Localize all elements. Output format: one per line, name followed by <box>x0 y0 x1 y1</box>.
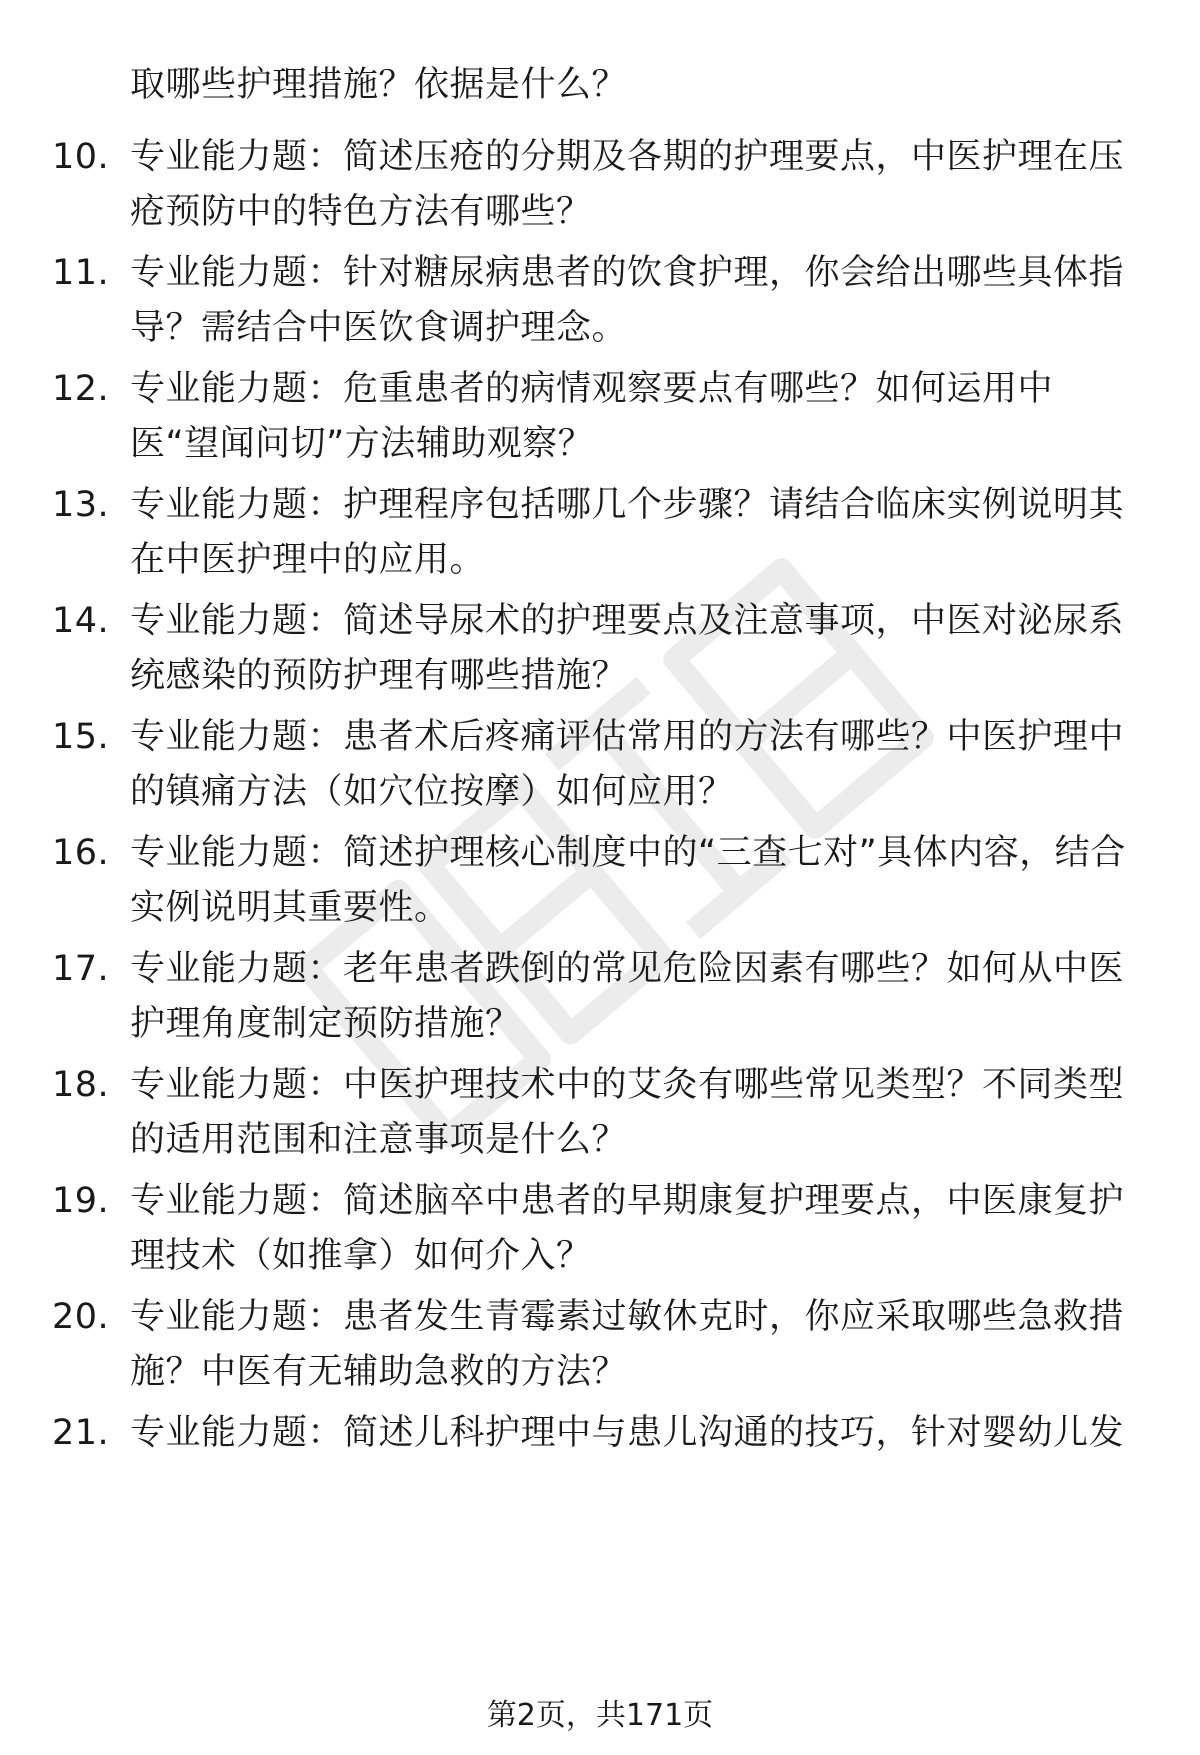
item-number: 18. <box>52 1065 110 1105</box>
item-number: 14. <box>52 601 110 641</box>
item-number: 20. <box>52 1297 110 1337</box>
page-footer: 第2页，共171页 <box>486 1698 714 1733</box>
item-text: 专业能力题：简述压疮的分期及各期的护理要点，中医护理在压疮预防中的特色方法有哪些？ <box>130 137 1125 232</box>
item-number: 12. <box>52 369 110 409</box>
item-number: 21. <box>52 1413 110 1453</box>
item-text: 专业能力题：简述护理核心制度中的“三查七对”具体内容，结合实例说明其重要性。 <box>130 833 1126 928</box>
item-text: 专业能力题：危重患者的病情观察要点有哪些？如何运用中医“望闻问切”方法辅助观察？ <box>130 369 1054 464</box>
item-number: 16. <box>52 833 110 873</box>
item-number: 10. <box>52 137 110 177</box>
item-text: 专业能力题：简述脑卒中患者的早期康复护理要点，中医康复护理技术（如推拿）如何介入？ <box>130 1181 1125 1276</box>
continuation-text: 取哪些护理措施？依据是什么？ <box>130 65 628 105</box>
item-number: 19. <box>52 1181 110 1221</box>
item-text: 专业能力题：针对糖尿病患者的饮食护理，你会给出哪些具体指导？需结合中医饮食调护理念。 <box>130 253 1125 348</box>
item-number: 15. <box>52 717 110 757</box>
item-text: 专业能力题：中医护理技术中的艾灸有哪些常见类型？不同类型的适用范围和注意事项是什么？ <box>130 1065 1125 1160</box>
item-text: 专业能力题：简述导尿术的护理要点及注意事项，中医对泌尿系统感染的预防护理有哪些措施？ <box>130 601 1125 696</box>
item-text: 专业能力题：患者术后疼痛评估常用的方法有哪些？中医护理中的镇痛方法（如穴位按摩）如何应用？ <box>130 717 1125 812</box>
item-number: 13. <box>52 485 110 525</box>
item-text: 专业能力题：老年患者跌倒的常见危险因素有哪些？如何从中医护理角度制定预防措施？ <box>130 949 1125 1044</box>
item-number: 11. <box>52 253 110 293</box>
item-text: 专业能力题：患者发生青霉素过敏休克时，你应采取哪些急救措施？中医有无辅助急救的方法？ <box>130 1297 1125 1392</box>
item-text: 专业能力题：护理程序包括哪几个步骤？请结合临床实例说明其在中医护理中的应用。 <box>130 485 1125 580</box>
item-text: 专业能力题：简述儿科护理中与患儿沟通的技巧，针对婴幼儿发 <box>130 1413 1125 1453</box>
item-number: 17. <box>52 949 110 989</box>
